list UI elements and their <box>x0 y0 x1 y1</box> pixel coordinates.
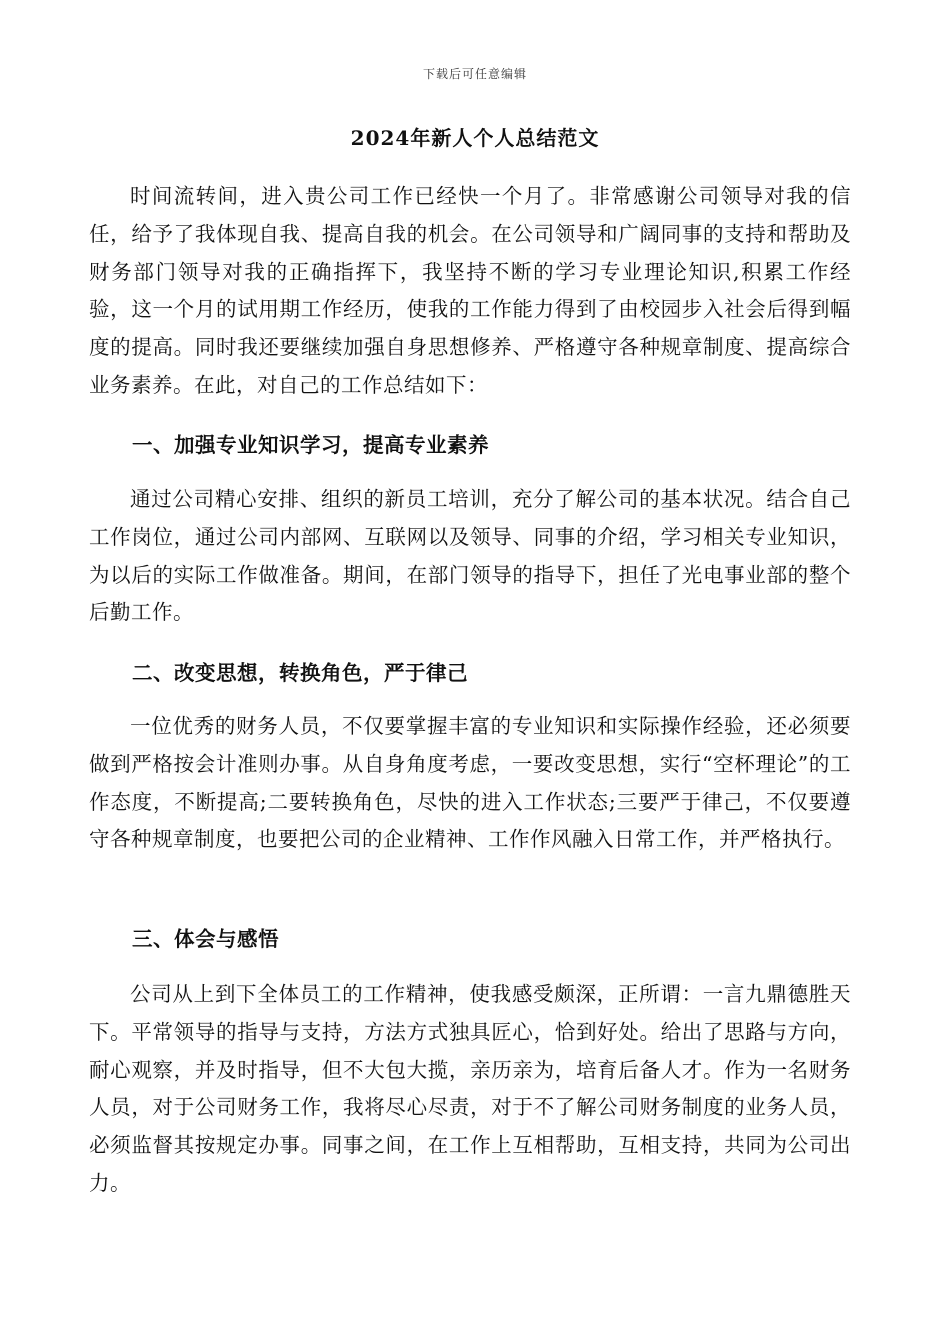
section-3-body: 公司从上到下全体员工的工作精神，使我感受颇深，正所谓：一言九鼎德胜天下。平常领导的指导与支持，方法方式独具匠心，恰到好处。给出了思路与方向，耐心观察，并及时指导，但不大包大揽，亲历亲为，培育后备人才。作为一名财务人员，对于公司财务工作，我将尽心尽责，对于不了解公司财务制度的业务人员，必须监督其按规定办事。同事之间，在工作上互相帮助，互相支持，共同为公司出力。 <box>89 982 851 1195</box>
section-2-body: 一位优秀的财务人员，不仅要掌握丰富的专业知识和实际操作经验，还必须要做到严格按会计准则办事。从自身角度考虑，一要改变思想，实行“空杯理论”的工作态度，不断提高;二要转换角色，尽快的进入工作状态;三要严于律己，不仅要遵守各种规章制度，也要把公司的企业精神、工作作风融入日常工作，并严格执行。 <box>89 714 851 852</box>
section-1-body: 通过公司精心安排、组织的新员工培训，充分了解公司的基本状况。结合自己工作岗位，通过公司内部网、互联网以及领导、同事的介绍，学习相关专业知识，为以后的实际工作做准备。期间，在部门领导的指导下，担任了光电事业部的整个后勤工作。 <box>89 487 851 625</box>
document-title: 2024年新人个人总结范文 <box>350 126 600 150</box>
intro-paragraph: 时间流转间，进入贵公司工作已经快一个月了。非常感谢公司领导对我的信任，给予了我体现自我、提高自我的机会。在公司领导和广阔同事的支持和帮助及财务部门领导对我的正确指挥下，我坚持不断的学习专业理论知识,积累工作经验，这一个月的试用期工作经历，使我的工作能力得到了由校园步入社会后得到幅度的提高。同时我还要继续加强自身思想修养、严格遵守各种规章制度、提高综合业务素养。在此，对自己的工作总结如下： <box>89 184 851 397</box>
section-3-heading: 三、体会与感悟 <box>132 927 279 951</box>
section-1-heading: 一、加强专业知识学习，提高专业素养 <box>132 433 489 457</box>
header-note: 下载后可任意编辑 <box>422 67 527 81</box>
section-2-heading: 二、改变思想，转换角色，严于律己 <box>132 661 468 685</box>
